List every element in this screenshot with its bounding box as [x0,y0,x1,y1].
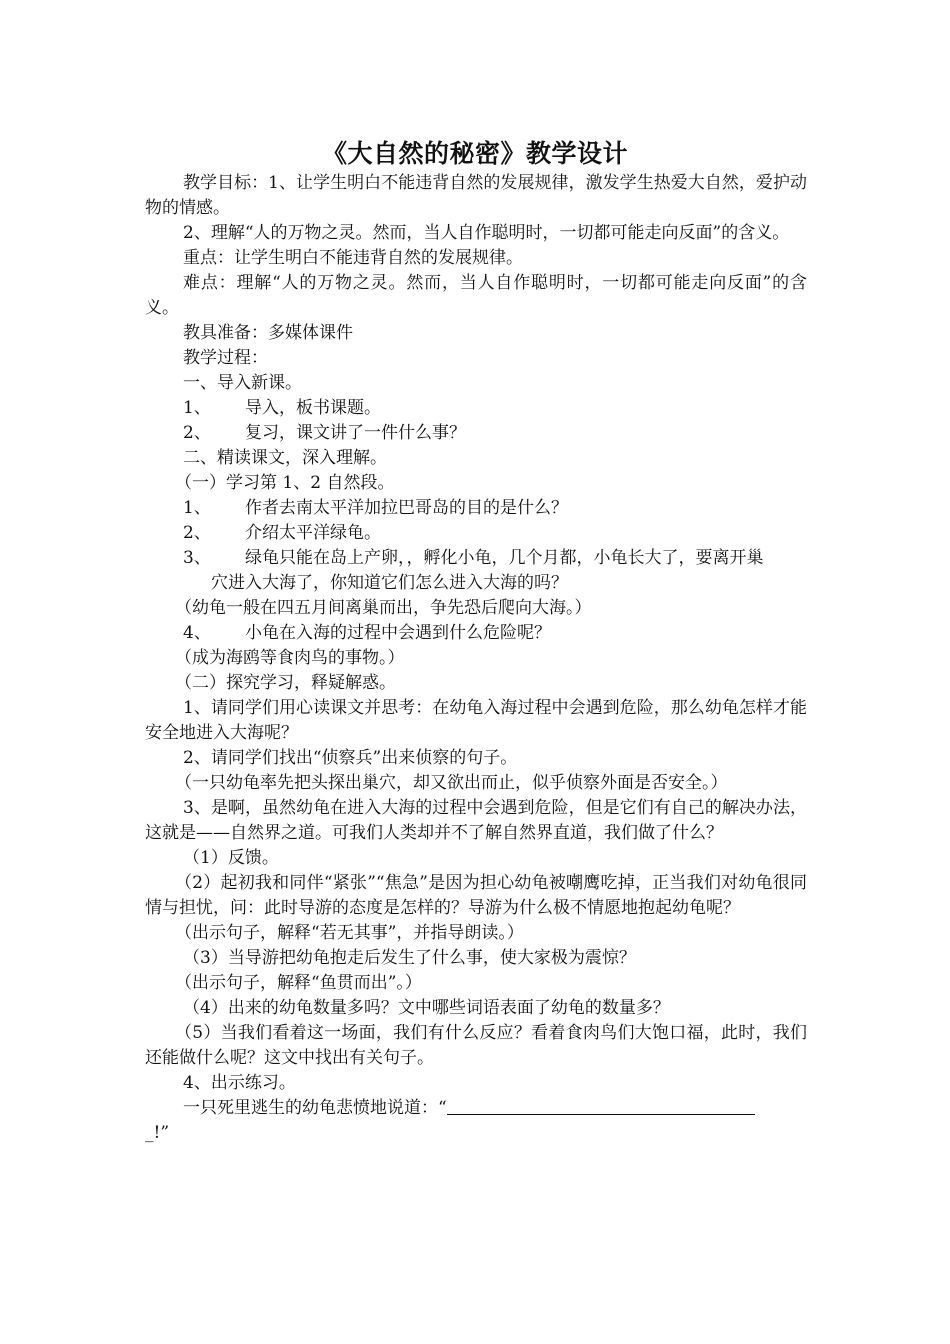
answer-note: （出示句子，解释“鱼贯而出”。） [175,973,422,993]
answer-note: （幼龟一般在四五月间离巢而出，争先恐后爬向大海。） [175,598,592,618]
subsection-heading-2: （二）探究学习，释疑解惑。 [175,673,396,693]
answer-note: （成为海鸥等食肉鸟的事物。） [175,648,405,668]
list-item [145,396,807,421]
list-number: 1、 [183,498,211,518]
paragraph-exercise-heading: 4、出示练习。 [183,1073,296,1093]
paragraph-question: （2）起初我和同伴“紧张”“焦急”是因为担心幼龟被嘲鹰吃掉，正当我们对幼龟很同情与担忧，问：此时导游的态度是怎样的？导游为什么极不情愿地抱起幼龟呢？ [145,873,807,918]
paragraph-question: （1）反馈。 [183,848,279,868]
paragraph-question: （3）当导游把幼龟抱走后发生了什么事，使大家极为震惊？ [183,948,636,968]
list-text: 复习，课文讲了一件什么事？ [245,423,466,443]
paragraph-question: （5）当我们看着这一场面，我们有什么反应？看着食肉鸟们大饱口福，此时，我们还能做什么呢？这文中找出有关句子。 [145,1023,807,1068]
paragraph-goal-2: 2、理解“人的万物之灵。然而，当人自作聪明时，一切都可能走向反面”的含义。 [183,223,790,243]
paragraph-question: 3、是啊，虽然幼龟在进入大海的过程中会遇到危险，但是它们有自己的解决办法，这就是——自然界之道。可我们人类却并不了解自然界直道，我们做了什么？ [145,798,807,843]
section-heading-2: 二、精读课文，深入理解。 [183,448,387,468]
exercise-end: _!” [145,1123,170,1143]
list-item [145,496,807,521]
fill-in-blank [447,1096,755,1115]
paragraph-difficulty: 难点：理解“人的万物之灵。然而，当人自作聪明时，一切都可能走向反面”的含义。 [145,273,807,318]
paragraph-exercise [145,1096,807,1121]
paragraph-question: 2、请同学们找出“侦察兵”出来侦察的句子。 [183,748,518,768]
subsection-heading-1: （一）学习第 1、2 自然段。 [175,473,395,493]
answer-note: （出示句子，解释“若无其事”，并指导朗读。） [175,923,524,943]
list-item [145,546,807,571]
list-number: 2、 [183,423,211,443]
paragraph-process: 教学过程： [183,348,268,368]
paragraph-goal-1: 教学目标：1、让学生明白不能违背自然的发展规律，激发学生热爱大自然，爱护动物的情感。 [145,173,807,218]
paragraph-key-point: 重点：让学生明白不能违背自然的发展规律。 [183,248,523,268]
page-title: 《大自然的秘密》教学设计 [321,139,628,168]
section-heading-1: 一、导入新课。 [183,373,302,393]
list-text: 作者去南太平洋加拉巴哥岛的目的是什么？ [245,498,568,518]
list-number: 4、 [183,623,211,643]
list-text-continued: 穴进入大海了，你知道它们怎么进入大海的吗？ [211,573,568,593]
list-item [145,621,807,646]
list-item [145,521,807,546]
paragraph-question: 1、请同学们用心读课文并思考：在幼龟入海过程中会遇到危险，那么幼龟怎样才能安全地进入大海呢？ [145,698,807,743]
document-body [145,171,807,1146]
list-text: 小龟在入海的过程中会遇到什么危险呢？ [245,623,551,643]
list-text: 导入，板书课题。 [245,398,381,418]
list-text: 绿龟只能在岛上产卵，，孵化小龟，几个月都，小龟长大了，要离开巢 [245,548,764,568]
answer-note: （一只幼龟率先把头探出巢穴，却又欲出而止，似乎侦察外面是否安全。） [175,773,728,793]
list-number: 3、 [183,548,211,568]
list-item [145,421,807,446]
exercise-prompt: 一只死里逃生的幼龟悲愤地说道：“ [183,1098,447,1118]
list-number: 2、 [183,523,211,543]
paragraph-question: （4）出来的幼龟数量多吗？文中哪些词语表面了幼龟的数量多？ [183,998,670,1018]
list-text: 介绍太平洋绿龟。 [245,523,381,543]
list-number: 1、 [183,398,211,418]
paragraph-tools: 教具准备：多媒体课件 [183,323,353,343]
